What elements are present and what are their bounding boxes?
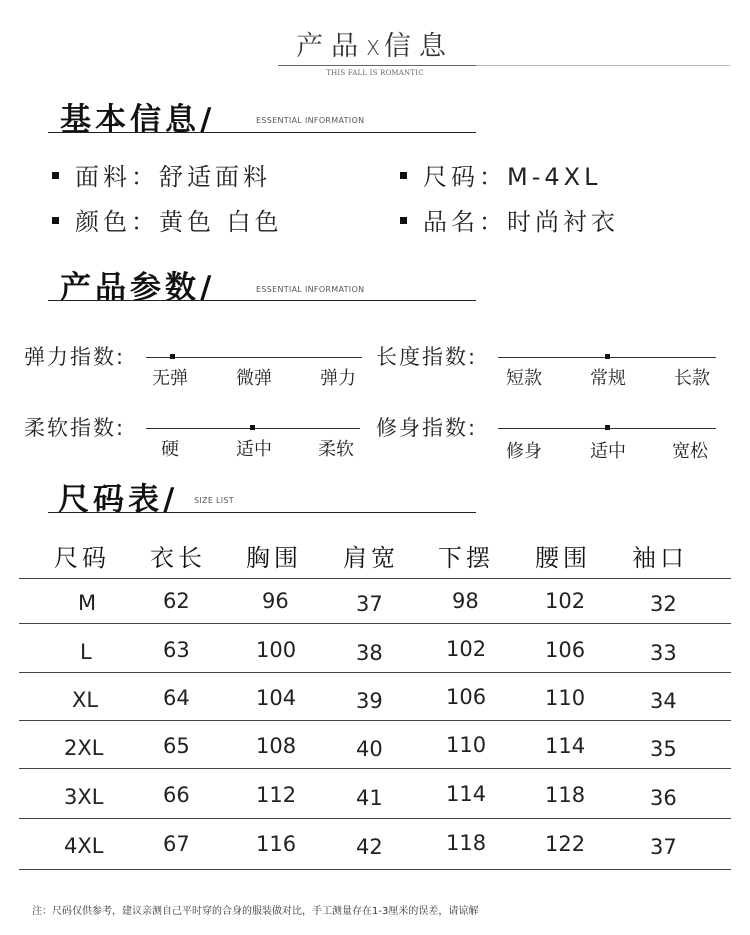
table-cell: 102 xyxy=(446,637,487,661)
page-title xyxy=(0,24,750,63)
table-cell: 33 xyxy=(650,641,677,665)
table-cell: 64 xyxy=(163,686,190,710)
table-cell: 122 xyxy=(545,832,586,856)
table-divider xyxy=(19,869,731,870)
table-cell: 41 xyxy=(356,786,383,810)
table-cell: 100 xyxy=(256,638,297,662)
table-cell: 108 xyxy=(256,734,297,758)
table-header-cuff: 袖口 xyxy=(632,544,688,572)
table-cell: 118 xyxy=(446,831,487,855)
table-cell: 110 xyxy=(446,733,487,757)
table-cell: 114 xyxy=(545,734,586,758)
table-cell: 32 xyxy=(650,592,677,616)
table-cell: 98 xyxy=(452,589,479,613)
header-divider xyxy=(278,65,476,66)
info-item-size: 尺码：M-4XL xyxy=(400,157,601,192)
page-title-right: 信息 xyxy=(383,31,454,62)
table-cell: 37 xyxy=(356,592,383,616)
table-divider xyxy=(19,672,731,673)
table-divider xyxy=(19,623,731,624)
param-section-title: 产品参数/ xyxy=(60,270,216,306)
param-option: 微弹 xyxy=(236,368,272,389)
info-item-fabric: 面料：舒适面料 xyxy=(52,157,271,192)
param-elasticity-marker xyxy=(170,354,175,359)
param-option: 长款 xyxy=(674,368,710,389)
table-cell: 38 xyxy=(356,641,383,665)
table-divider xyxy=(19,768,731,769)
param-elasticity-scale xyxy=(146,357,362,358)
info-label: 面料 xyxy=(75,163,131,191)
param-section-english: ESSENTIAL INFORMATION xyxy=(256,285,365,294)
bullet-icon xyxy=(52,217,59,224)
page-title-left: 产品 xyxy=(296,31,367,62)
param-softness-label: 柔软指数: xyxy=(24,416,126,440)
info-item-name: 品名：时尚衬衣 xyxy=(400,202,619,237)
table-cell: 42 xyxy=(356,835,383,859)
table-cell: XL xyxy=(72,688,99,712)
bullet-icon xyxy=(400,172,407,179)
table-cell: 106 xyxy=(545,638,586,662)
info-value: M-4XL xyxy=(507,163,602,191)
table-cell: 36 xyxy=(650,786,677,810)
size-section-underline xyxy=(48,512,476,513)
header-divider-right xyxy=(476,65,730,66)
basic-section-underline xyxy=(48,132,476,133)
table-cell: 4XL xyxy=(64,834,104,858)
table-cell: 67 xyxy=(163,832,190,856)
param-length-marker xyxy=(605,354,610,359)
param-option: 无弹 xyxy=(152,368,188,389)
param-option: 修身 xyxy=(506,441,542,462)
table-cell: 114 xyxy=(446,782,487,806)
param-option: 弹力 xyxy=(320,368,356,389)
size-note: 注：尺码仅供参考，建议亲测自己平时穿的合身的服装做对比，手工测量存在1-3厘米的误差，请谅解 xyxy=(32,906,479,917)
basic-section-title: 基本信息/ xyxy=(60,102,216,138)
size-section-english: SIZE LIST xyxy=(194,496,234,505)
param-fit-label: 修身指数: xyxy=(376,416,478,440)
table-cell: 102 xyxy=(545,589,586,613)
param-option: 短款 xyxy=(506,368,542,389)
table-cell: 39 xyxy=(356,689,383,713)
table-cell: 104 xyxy=(256,686,297,710)
bullet-icon xyxy=(52,172,59,179)
table-cell: 37 xyxy=(650,835,677,859)
table-cell: 62 xyxy=(163,589,190,613)
table-cell: 65 xyxy=(163,734,190,758)
table-cell: 112 xyxy=(256,783,297,807)
param-fit-marker xyxy=(605,425,610,430)
param-section-underline xyxy=(48,300,476,301)
size-section-title: 尺码表/ xyxy=(58,482,179,518)
info-value: 舒适面料 xyxy=(159,163,271,191)
param-option: 硬 xyxy=(161,439,179,460)
info-label: 尺码 xyxy=(423,163,479,191)
param-softness-marker xyxy=(250,425,255,430)
table-cell: 63 xyxy=(163,638,190,662)
info-value: 黄色 白色 xyxy=(159,208,283,236)
table-cell: 106 xyxy=(446,685,487,709)
param-length-label: 长度指数: xyxy=(376,345,478,369)
table-cell: 3XL xyxy=(64,785,104,809)
info-value: 时尚衬衣 xyxy=(507,208,619,236)
info-item-color: 颜色：黄色 白色 xyxy=(52,202,283,237)
param-option: 适中 xyxy=(236,439,272,460)
table-header-length: 衣长 xyxy=(150,544,206,572)
table-cell: 116 xyxy=(256,832,297,856)
table-divider xyxy=(19,578,731,579)
table-header-hem: 下摆 xyxy=(438,544,494,572)
table-divider xyxy=(19,720,731,721)
table-cell: 2XL xyxy=(64,736,104,760)
table-cell: 35 xyxy=(650,737,677,761)
table-cell: 34 xyxy=(650,689,677,713)
table-header-shoulder: 肩宽 xyxy=(343,544,399,572)
param-option: 柔软 xyxy=(318,439,354,460)
table-cell: 110 xyxy=(545,686,586,710)
table-cell: 96 xyxy=(262,589,289,613)
page-title-x: X xyxy=(366,36,384,60)
info-label: 颜色 xyxy=(75,208,131,236)
param-option: 常规 xyxy=(590,368,626,389)
table-cell: L xyxy=(80,640,92,664)
param-option: 适中 xyxy=(590,441,626,462)
info-label: 品名 xyxy=(423,208,479,236)
table-cell: 66 xyxy=(163,783,190,807)
table-header-waist: 腰围 xyxy=(535,544,591,572)
page-subtitle: THIS FALL IS ROMANTIC xyxy=(326,69,424,77)
table-header-size: 尺码 xyxy=(54,544,110,572)
table-cell: M xyxy=(78,591,97,615)
table-header-chest: 胸围 xyxy=(246,544,302,572)
param-elasticity-label: 弹力指数: xyxy=(24,345,126,369)
table-cell: 40 xyxy=(356,737,383,761)
bullet-icon xyxy=(400,217,407,224)
table-divider xyxy=(19,818,731,819)
param-option: 宽松 xyxy=(672,441,708,462)
table-cell: 118 xyxy=(545,783,586,807)
basic-section-english: ESSENTIAL INFORMATION xyxy=(256,116,365,125)
